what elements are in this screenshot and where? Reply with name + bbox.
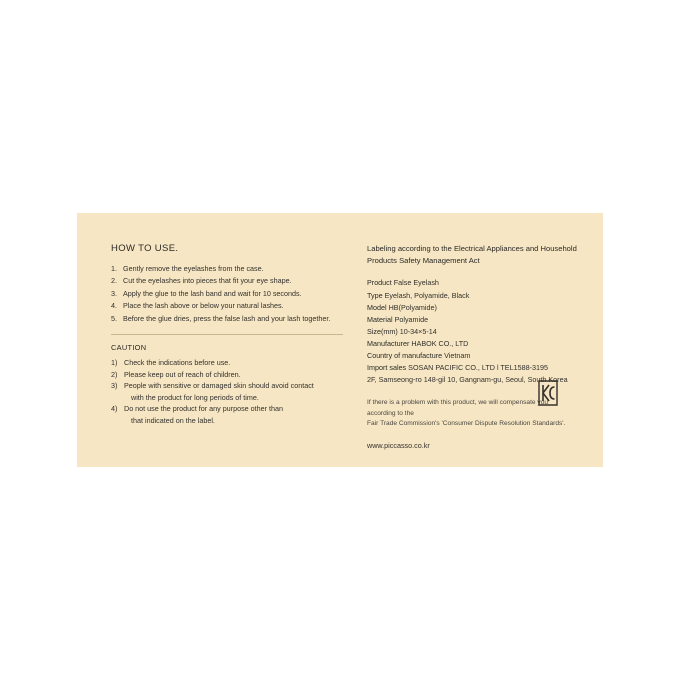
list-item — [111, 357, 343, 369]
caution-number: 4) — [111, 404, 118, 414]
spec-value: False Eyelash — [393, 278, 439, 288]
product-label-card — [77, 213, 603, 467]
spec-value: 10-34×5-14 — [399, 326, 437, 336]
spec-value: 2F, Samseong-ro 148-gil 10, Gangnam-gu, Seoul, South Korea — [367, 375, 568, 385]
spec-value: HB(Polyamide) — [388, 302, 437, 312]
spec-row — [367, 314, 577, 326]
step-number: 3. — [111, 288, 117, 298]
step-text: Before the glue dries, press the false lash and your lash together. — [123, 313, 331, 323]
instructions-column — [111, 243, 343, 427]
spec-value: Polyamide — [394, 314, 429, 324]
spec-key: Manufacturer — [367, 338, 410, 348]
spec-row — [367, 338, 577, 350]
spec-key: Type — [367, 290, 383, 300]
website-url: www.piccasso.co.kr — [367, 441, 430, 451]
kc-certification-mark-icon — [537, 380, 559, 406]
spec-key: Import sales — [367, 363, 407, 373]
caution-text-continued: with the product for long periods of time. — [131, 392, 259, 402]
spec-key: Country of manufacture — [367, 350, 443, 360]
step-number: 5. — [111, 313, 117, 323]
spec-row — [367, 277, 577, 289]
spec-row — [367, 290, 577, 302]
caution-text: Check the indications before use. — [124, 358, 231, 368]
how-to-use-heading: HOW TO USE. — [111, 243, 179, 254]
step-number: 4. — [111, 301, 117, 311]
caution-heading: CAUTION — [111, 343, 147, 353]
caution-text: Do not use the product for any purpose other than — [124, 404, 284, 414]
spec-key: Material — [367, 314, 393, 324]
label-columns — [77, 213, 603, 467]
spec-key: Model — [367, 302, 387, 312]
list-item — [111, 263, 343, 275]
step-text: Cut the eyelashes into pieces that fit your eye shape. — [123, 276, 292, 286]
spec-row — [367, 350, 577, 362]
list-item — [111, 275, 343, 287]
list-item — [111, 403, 343, 426]
spec-value: Vietnam — [444, 350, 471, 360]
step-text: Gently remove the eyelashes from the case. — [123, 264, 264, 273]
caution-text-continued: that indicated on the label. — [131, 416, 215, 425]
step-text: Apply the glue to the lash band and wait for 10 seconds. — [123, 288, 302, 298]
legal-labeling-column — [343, 243, 577, 450]
caution-list — [111, 357, 343, 427]
list-item — [111, 300, 343, 312]
spec-value: HABOK CO., LTD — [411, 338, 469, 348]
step-number: 1. — [111, 264, 117, 273]
list-item — [111, 288, 343, 300]
note-line-2: Fair Trade Commission's 'Consumer Dispute Resolution Standards'. — [367, 420, 566, 428]
spec-row — [367, 326, 577, 338]
labeling-act-heading: Labeling according to the Electrical Appliances and Household Products Safety Management Act — [367, 244, 577, 266]
step-number: 2. — [111, 276, 117, 286]
spec-value: Eyelash, Polyamide, Black — [384, 290, 470, 300]
spec-row — [367, 302, 577, 314]
caution-number: 2) — [111, 369, 118, 379]
list-item — [111, 313, 343, 325]
how-to-use-steps — [111, 263, 343, 325]
list-item — [111, 380, 343, 403]
list-item — [111, 369, 343, 381]
caution-number: 1) — [111, 358, 118, 368]
spec-key: Size(mm) — [367, 326, 398, 336]
section-divider — [111, 334, 343, 335]
caution-text: Please keep out of reach of children. — [124, 369, 241, 379]
step-text: Place the lash above or below your natural lashes. — [123, 301, 284, 311]
spec-key: Product — [367, 278, 392, 288]
caution-number: 3) — [111, 381, 118, 391]
note-line-1: If there is a problem with this product, we will compensate you according to the — [367, 399, 549, 417]
spec-value: SOSAN PACIFIC CO., LTD l TEL1588-3195 — [408, 363, 548, 373]
caution-text: People with sensitive or damaged skin should avoid contact — [124, 381, 314, 391]
spec-row — [367, 362, 577, 374]
